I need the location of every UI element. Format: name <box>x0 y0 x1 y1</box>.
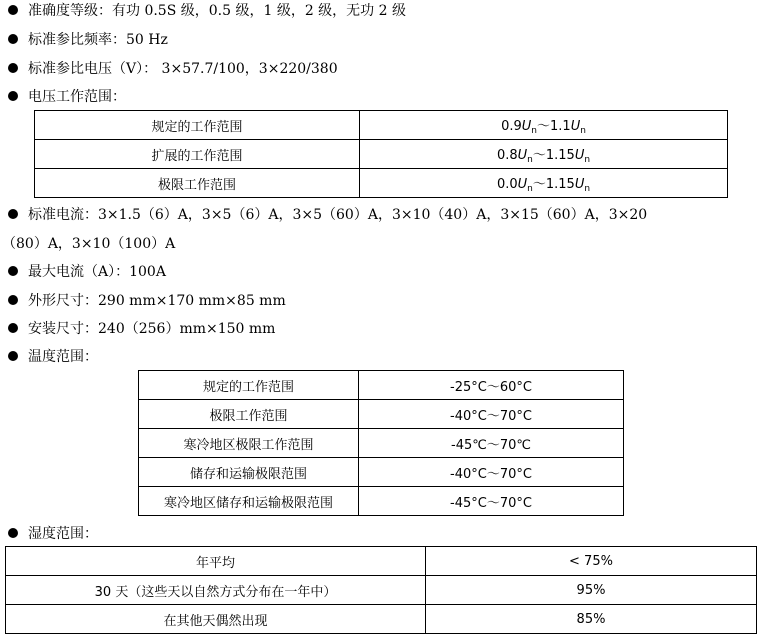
subscript: n <box>527 154 533 165</box>
current-text-2: （80）A，3×10（100）A <box>2 236 176 252</box>
bullet-icon <box>8 528 18 538</box>
frequency-line <box>0 30 168 50</box>
table-row <box>139 371 624 400</box>
table-row <box>35 169 728 198</box>
bullet-icon <box>8 295 18 305</box>
temperature-table <box>138 370 624 516</box>
table-row <box>139 400 624 429</box>
humidity-label-cell: 年平均 <box>6 547 426 576</box>
humidity-table <box>5 546 757 634</box>
humidity-label-cell: 30 天（这些天以自然方式分布在一年中） <box>6 576 426 605</box>
high-value: 1.1 <box>550 118 571 134</box>
voltage-line <box>0 59 338 79</box>
temp-value-cell: -45°C～70°C <box>359 487 624 516</box>
table-row <box>35 111 728 140</box>
humidity-label-cell: 在其他天偶然出现 <box>6 605 426 634</box>
frequency-text: 标准参比频率：50 Hz <box>28 32 168 48</box>
voltage-range-table <box>34 110 728 198</box>
low-value: 0.8 <box>496 147 518 163</box>
temp-value-cell: -40°C～70°C <box>359 458 624 487</box>
subscript: n <box>527 183 533 194</box>
subscript: n <box>584 154 591 165</box>
range-separator: ～ <box>532 147 546 163</box>
accuracy-line <box>0 1 406 21</box>
table-row <box>139 458 624 487</box>
range-label-cell: 规定的工作范围 <box>35 111 360 140</box>
current-text-1: 标准电流：3×1.5（6）A，3×5（6）A，3×5（60）A，3×10（40）A，3×15（60）A，3×20 <box>28 207 648 223</box>
temp-label-cell: 极限工作范围 <box>139 400 359 429</box>
range-value-cell <box>360 169 728 198</box>
voltage-symbol: U <box>521 118 532 134</box>
bullet-icon <box>8 5 18 15</box>
range-label-cell: 极限工作范围 <box>35 169 360 198</box>
temp-heading <box>0 347 98 367</box>
subscript: n <box>531 125 537 136</box>
voltage-symbol: U <box>517 176 528 192</box>
temp-label-cell: 寒冷地区储存和运输极限范围 <box>139 487 359 516</box>
high-value: 1.15 <box>545 176 575 192</box>
voltage-symbol: U <box>517 147 528 163</box>
temp-label-cell: 寒冷地区极限工作范围 <box>139 429 359 458</box>
high-value: 1.15 <box>545 147 575 163</box>
current-line-1 <box>0 205 647 225</box>
voltage-text: 标准参比电压（V）： 3×57.7/100，3×220/380 <box>28 61 338 77</box>
table-row <box>6 576 757 605</box>
humidity-heading <box>0 524 98 544</box>
voltage-range-heading-text: 电压工作范围： <box>28 89 126 105</box>
accuracy-text: 准确度等级：有功 0.5S 级，0.5 级，1 级，2 级，无功 2 级 <box>28 3 406 19</box>
humidity-value-cell: < 75% <box>426 547 757 576</box>
temp-value-cell: -45℃～70℃ <box>359 429 624 458</box>
voltage-symbol: U <box>574 147 585 163</box>
dimensions-line <box>0 291 286 311</box>
range-label-cell: 扩展的工作范围 <box>35 140 360 169</box>
bullet-icon <box>8 351 18 361</box>
install-size-text: 安装尺寸：240（256）mm×150 mm <box>28 321 276 337</box>
subscript: n <box>584 183 591 194</box>
dimensions-text: 外形尺寸：290 mm×170 mm×85 mm <box>28 293 286 309</box>
voltage-symbol: U <box>574 176 585 192</box>
range-separator: ～ <box>532 176 546 192</box>
bullet-icon <box>8 63 18 73</box>
bullet-icon <box>8 209 18 219</box>
range-value-cell <box>360 111 728 140</box>
low-value: 0.0 <box>496 176 518 192</box>
max-current-text: 最大电流（A）：100A <box>28 264 166 280</box>
table-row <box>6 547 757 576</box>
max-current-line <box>0 262 166 282</box>
voltage-range-heading <box>0 87 126 107</box>
low-value: 0.9 <box>501 118 522 134</box>
range-separator: ～ <box>536 118 550 134</box>
subscript: n <box>580 125 586 136</box>
install-size-line <box>0 319 275 339</box>
bullet-icon <box>8 34 18 44</box>
humidity-value-cell: 85% <box>426 605 757 634</box>
table-row <box>6 605 757 634</box>
current-line-2 <box>2 234 175 254</box>
temp-value-cell: -25°C～60°C <box>359 371 624 400</box>
bullet-icon <box>8 266 18 276</box>
temp-heading-text: 温度范围： <box>28 349 98 365</box>
table-row <box>139 487 624 516</box>
voltage-symbol: U <box>570 118 581 134</box>
range-value-cell <box>360 140 728 169</box>
bullet-icon <box>8 91 18 101</box>
table-row <box>35 140 728 169</box>
bullet-icon <box>8 323 18 333</box>
temp-label-cell: 规定的工作范围 <box>139 371 359 400</box>
humidity-value-cell: 95% <box>426 576 757 605</box>
temp-label-cell: 储存和运输极限范围 <box>139 458 359 487</box>
table-row <box>139 429 624 458</box>
humidity-heading-text: 湿度范围： <box>28 526 98 542</box>
temp-value-cell: -40°C～70°C <box>359 400 624 429</box>
